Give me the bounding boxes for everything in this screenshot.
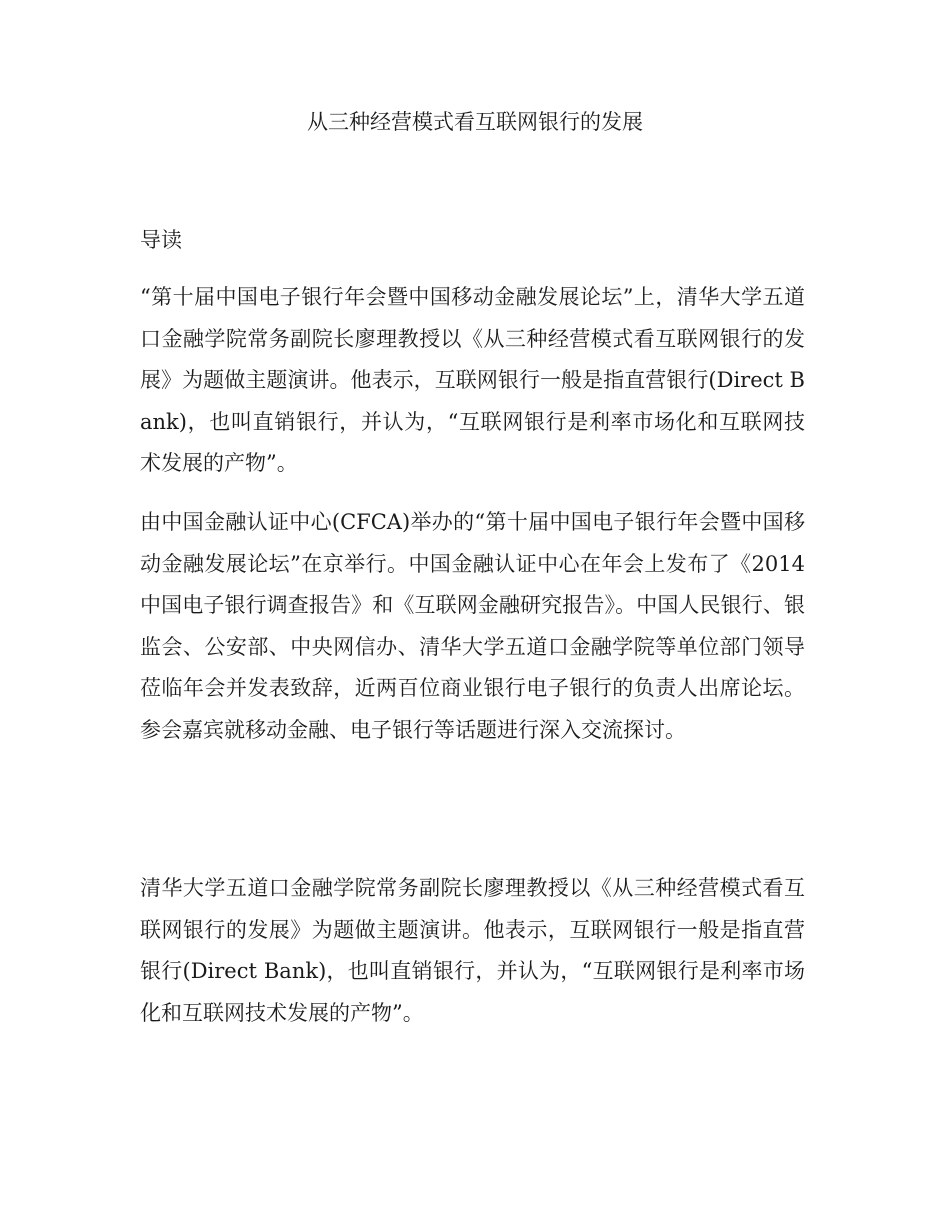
paragraph-1: “第十届中国电子银行年会暨中国移动金融发展论坛”上，清华大学五道口金融学院常务副院长廖理教授以《从三种经营模式看互联网银行的发展》为题做主题演讲。他表示，互联网银行一般是指直营银行(Direct Bank)，也叫直销银行，并认为，“互联网银行是利率市场化和互联网技术发展的产物”。 bbox=[140, 285, 805, 475]
paragraph-2: 由中国金融认证中心(CFCA)举办的“第十届中国电子银行年会暨中国移动金融发展论坛”在京举行。中国金融认证中心在年会上发布了《2014中国电子银行调查报告》和《互联网金融研究报告》。中国人民银行、银监会、公安部、中央网信办、清华大学五道口金融学院等单位部门领导莅临年会并发表致辞，近两百位商业银行电子银行的负责人出席论坛。参会嘉宾就移动金融、电子银行等话题进行深入交流探讨。 bbox=[140, 510, 805, 742]
document-title: 从三种经营模式看互联网银行的发展 bbox=[307, 110, 643, 134]
paragraph-3: 清华大学五道口金融学院常务副院长廖理教授以《从三种经营模式看互联网银行的发展》为题做主题演讲。他表示，互联网银行一般是指直营银行(Direct Bank)，也叫直销银行，并认为，“互联网银行是利率市场化和互联网技术发展的产物”。 bbox=[140, 876, 805, 1025]
section-label-intro: 导读 bbox=[140, 228, 182, 252]
